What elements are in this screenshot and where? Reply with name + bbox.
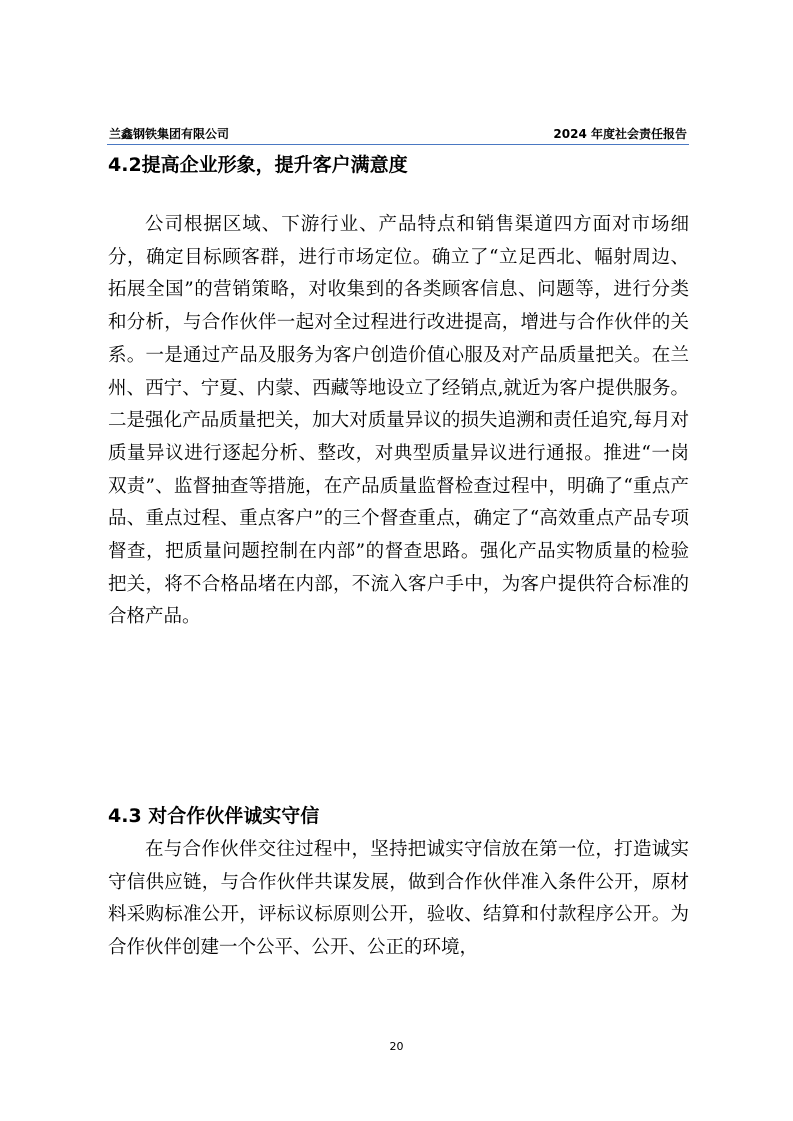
page-header [107,124,689,145]
section-paragraph-4-2: 公司根据区域、下游行业、产品特点和销售渠道四方面对市场细分，确定目标顾客群，进行市场定位。确立了“立足西北、幅射周边、拓展全国”的营销策略，对收集到的各类顾客信息、问题等，进行分类和分析，与合作伙伴一起对全过程进行改进提高，增进与合作伙伴的关系。一是通过产品及服务为客户创造价值心服及对产品质量把关。在兰州、西宁、宁夏、内蒙、西藏等地设立了经销点,就近为客户提供服务。二是强化产品质量把关，加大对质量异议的损失追溯和责任追究,每月对质量异议进行逐起分析、整改，对典型质量异议进行通报。推进“一岗双责”、监督抽查等措施，在产品质量监督检查过程中，明确了“重点产品、重点过程、重点客户”的三个督查重点，确定了“高效重点产品专项督查，把质量问题控制在内部”的督查思路。强化产品实物质量的检验把关，将不合格品堵在内部，不流入客户手中，为客户提供符合标准的合格产品。 [108,214,689,628]
section-heading-4-3: 4.3 对合作伙伴诚实守信 [108,805,320,827]
section-heading-4-2: 4.2提高企业形象，提升客户满意度 [108,154,408,176]
section-paragraph-4-3: 在与合作伙伴交往过程中，坚持把诚实守信放在第一位，打造诚实守信供应链，与合作伙伴共谋发展，做到合作伙伴准入条件公开，原材料采购标准公开，评标议标原则公开，验收、结算和付款程序公开。为合作伙伴创建一个公平、公开、公正的环境， [108,839,689,959]
header-report-title: 2024 年度社会责任报告 [553,127,687,141]
page-number: 20 [389,1040,404,1053]
header-company-name: 兰鑫钢铁集团有限公司 [109,127,230,141]
